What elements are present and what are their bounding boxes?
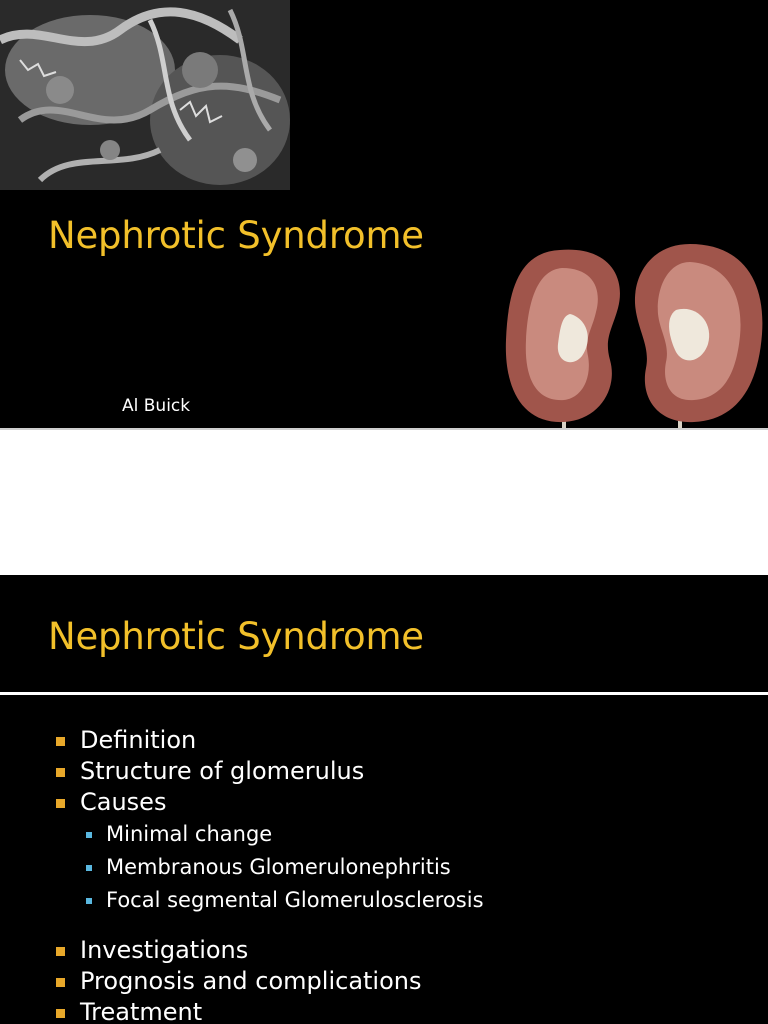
title-slide (0, 0, 768, 430)
author-name: Al Buick (122, 396, 191, 416)
sub-bullet-minimal-change: Minimal change (0, 818, 768, 851)
bullet-prognosis-and-complications: Prognosis and complications (0, 966, 768, 997)
bullet-investigations: Investigations (0, 935, 768, 966)
contents-slide (0, 575, 768, 1024)
bullet-causes: Causes (0, 787, 768, 818)
sub-bullet-membranous-glomerulonephritis: Membranous Glomerulonephritis (0, 851, 768, 884)
bullet-definition: Definition (0, 725, 768, 756)
slide-divider (0, 428, 768, 430)
slide-title: Nephrotic Syndrome (48, 615, 424, 658)
slide-divider (0, 692, 768, 695)
list-spacer (0, 917, 768, 935)
glomerulus-micrograph-image (0, 0, 290, 190)
kidney-cross-sections-image (500, 238, 768, 430)
bullet-structure-of-glomerulus: Structure of glomerulus (0, 756, 768, 787)
slide-title: Nephrotic Syndrome (48, 214, 424, 257)
bullet-treatment: Treatment (0, 997, 768, 1024)
sub-bullet-focal-segmental-glomerulosclerosis: Focal segmental Glomerulosclerosis (0, 884, 768, 917)
bullet-list (0, 725, 768, 1024)
